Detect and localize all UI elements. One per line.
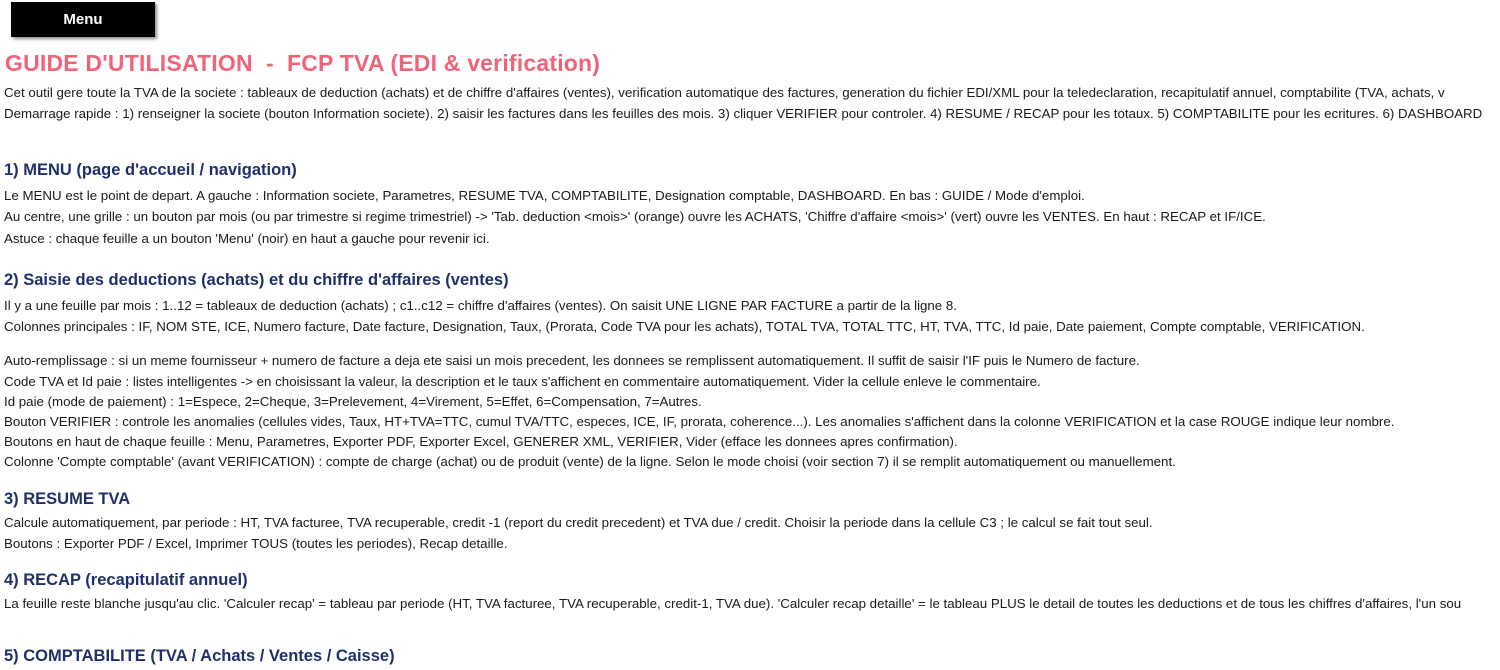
menu-button[interactable]: Menu [11, 2, 155, 37]
section-line: Colonnes principales : IF, NOM STE, ICE, Numero facture, Date facture, Designation, Taux, (Prorata, Code TVA pour les achats), TOTAL TVA, TOTAL TTC, HT, TVA, TTC, Id paie, Date paiement, Compte comptable, VERIFICATION. [4, 319, 1365, 334]
section-line: Id paie (mode de paiement) : 1=Espece, 2=Cheque, 3=Prelevement, 4=Virement, 5=Effet, 6=Compensation, 7=Autres. [4, 394, 702, 409]
section-heading-menu: 1) MENU (page d'accueil / navigation) [4, 161, 297, 179]
section-line: Boutons : Exporter PDF / Excel, Imprimer TOUS (toutes les periodes), Recap detaille. [4, 536, 508, 551]
page-title: GUIDE D'UTILISATION - FCP TVA (EDI & verification) [5, 50, 601, 76]
section-line: Auto-remplissage : si un meme fournisseur + numero de facture a deja ete saisi un mois precedent, les donnees se remplissent automatiquement. Il suffit de saisir l'IF puis le Numero de facture. [4, 353, 1140, 368]
section-line: Code TVA et Id paie : listes intelligentes -> en choisissant la valeur, la description et le taux s'affichent en commentaire automatiquement. Vider la cellule enleve le commentaire. [4, 374, 1041, 389]
section-line: Il y a une feuille par mois : 1..12 = tableaux de deduction (achats) ; c1..c12 = chiffre d'affaires (ventes). On saisit UNE LIGNE PAR FACTURE a partir de la ligne 8. [4, 298, 957, 313]
section-line: Boutons en haut de chaque feuille : Menu, Parametres, Exporter PDF, Exporter Excel, GENERER XML, VERIFIER, Vider (efface les donnees apres confirmation). [4, 434, 958, 449]
section-heading-resume-tva: 3) RESUME TVA [4, 490, 131, 508]
section-line: Colonne 'Compte comptable' (avant VERIFICATION) : compte de charge (achat) ou de produit (vente) de la ligne. Selon le mode choisi (voir section 7) il se remplit automatiquement ou manuellement. [4, 454, 1176, 469]
section-line: Calcule automatiquement, par periode : HT, TVA facturee, TVA recuperable, credit -1 (report du credit precedent) et TVA due / credit. Choisir la periode dans la cellule C3 ; le calcul se fait tout seul. [4, 515, 1153, 530]
section-heading-comptabilite: 5) COMPTABILITE (TVA / Achats / Ventes / Caisse) [4, 647, 395, 665]
intro-line: Cet outil gere toute la TVA de la societe : tableaux de deduction (achats) et de chiffre d'affaires (ventes), verification automatique des factures, generation du fichier EDI/XML pour la teledeclaration, recapitulatif annuel, comptabilite (TVA, achats, v [4, 85, 1445, 100]
section-line: Le MENU est le point de depart. A gauche : Information societe, Parametres, RESUME TVA, COMPTABILITE, Designation comptable, DASHBOARD. En bas : GUIDE / Mode d'emploi. [4, 188, 1085, 203]
intro-line: Demarrage rapide : 1) renseigner la societe (bouton Information societe). 2) saisir les factures dans les feuilles des mois. 3) cliquer VERIFIER pour controler. 4) RESUME / RECAP pour les totaux. 5) COMPTABILITE pour les ecritures. 6) DASHBOARD [4, 106, 1483, 121]
section-line: Au centre, une grille : un bouton par mois (ou par trimestre si regime trimestriel) -> 'Tab. deduction <mois>' (orange) ouvre les ACHATS, 'Chiffre d'affaire <mois>' (vert) ouvre les VENTES. En haut : RECAP et IF/ICE. [4, 209, 1266, 224]
section-line: Astuce : chaque feuille a un bouton 'Menu' (noir) en haut a gauche pour revenir ici. [4, 231, 490, 246]
section-line: La feuille reste blanche jusqu'au clic. 'Calculer recap' = tableau par periode (HT, TVA facturee, TVA recuperable, credit-1, TVA due). 'Calculer recap detaille' = le tableau PLUS le detail de toutes les deductions et de tous les chiffres d'affaires, l'un sou [4, 596, 1462, 611]
section-heading-recap: 4) RECAP (recapitulatif annuel) [4, 571, 248, 589]
section-line: Bouton VERIFIER : controle les anomalies (cellules vides, Taux, HT+TVA=TTC, cumul TVA/TTC, especes, ICE, IF, prorata, coherence...). Les anomalies s'affichent dans la colonne VERIFICATION et la case ROUGE indique leur nombre. [4, 414, 1395, 429]
section-heading-saisie: 2) Saisie des deductions (achats) et du chiffre d'affaires (ventes) [4, 271, 509, 289]
